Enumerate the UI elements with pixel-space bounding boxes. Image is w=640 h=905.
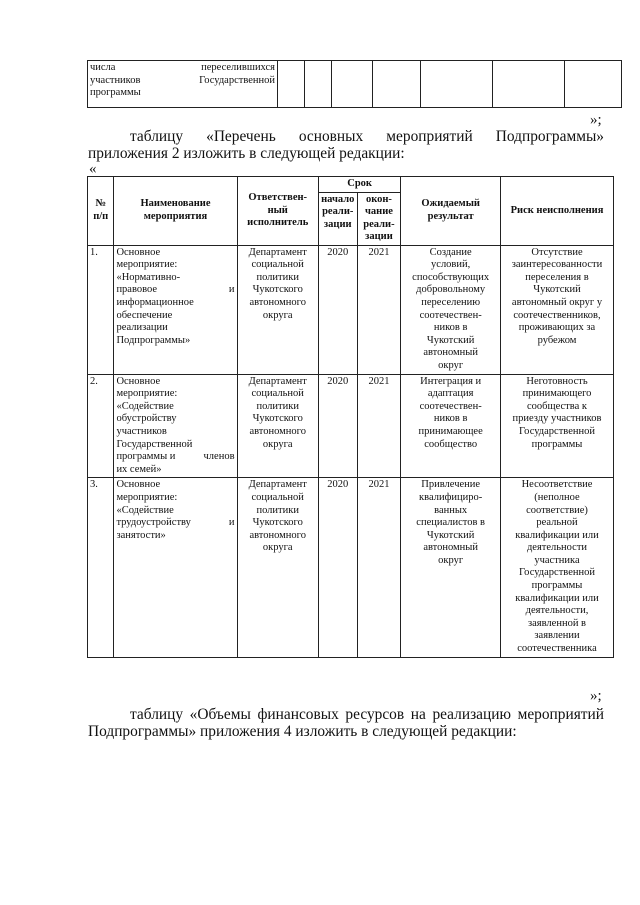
- header-name: Наименование мероприятия: [114, 177, 237, 246]
- word: мероприятий: [386, 128, 473, 145]
- table-row: [88, 245, 614, 374]
- word: «Объемы: [189, 706, 251, 723]
- empty-cell: [278, 61, 305, 108]
- closing-quote: »;: [590, 688, 602, 704]
- table-row: [88, 61, 622, 108]
- paragraph-2-line-2: Подпрограммы» приложения 4 изложить в следующей редакции:: [88, 723, 517, 740]
- previous-table-fragment: [87, 60, 622, 108]
- header-num: № п/п: [88, 177, 114, 246]
- word: таблицу: [130, 706, 184, 723]
- word: ресурсов: [345, 706, 405, 723]
- empty-cell: [305, 61, 332, 108]
- row-risk: Несоответствие (неполное соответствие) реальной квалификации или деятельности участника Государственной программы квалификации или деятельности, заявленной в заявлении соотечественника: [501, 478, 614, 657]
- header-term: Срок: [318, 177, 400, 193]
- fragment-word: участников: [90, 74, 141, 86]
- row-result: Интеграция и адаптация соотечествен- ников в принимающее сообщество: [401, 374, 501, 478]
- empty-cell: [421, 61, 493, 108]
- fragment-word: Государственной: [199, 74, 275, 86]
- word: таблицу: [130, 128, 184, 145]
- header-risk: Риск неисполнения: [501, 177, 614, 246]
- row-end: 2021: [357, 245, 401, 374]
- table-cell-text: [88, 61, 278, 108]
- opening-quote: «: [89, 161, 97, 177]
- row-num: 2.: [88, 374, 114, 478]
- row-end: 2021: [357, 478, 401, 657]
- table-row: [88, 374, 614, 478]
- row-start: 2020: [318, 374, 357, 478]
- row-name: Основное мероприятие: «Нормативно- правовое и информационное обеспечение реализации Подпрограммы»: [114, 245, 237, 374]
- row-risk: Отсутствие заинтересованности переселения в Чукотский автономный округ у соотечественников, проживающих за рубежом: [501, 245, 614, 374]
- word: «Перечень: [206, 128, 276, 145]
- row-result: Привлечение квалифициро- ванных специалистов в Чукотский автономный округ: [401, 478, 501, 657]
- header-start: начало реали- зации: [318, 193, 357, 246]
- word: основных: [298, 128, 364, 145]
- empty-cell: [493, 61, 565, 108]
- fragment-word: переселившихся: [201, 62, 275, 73]
- table-row: [88, 478, 614, 657]
- closing-quote: »;: [590, 112, 602, 128]
- row-executor: Департамент социальной политики Чукотского автономного округа: [237, 478, 318, 657]
- row-result: Создание условий, способствующих добровольному переселению соотечествен- ников в Чукотский автономный округ: [401, 245, 501, 374]
- empty-cell: [332, 61, 373, 108]
- header-executor: Ответствен- ный исполнитель: [237, 177, 318, 246]
- table-header-row: [88, 177, 614, 193]
- paragraph-2-line-1: [130, 706, 604, 723]
- empty-cell: [565, 61, 622, 108]
- row-executor: Департамент социальной политики Чукотского автономного округа: [237, 245, 318, 374]
- word: реализацию: [432, 706, 511, 723]
- fragment-word: программы: [90, 87, 141, 99]
- row-name: Основное мероприятие: «Содействие трудоустройству и занятости»: [114, 478, 237, 657]
- row-start: 2020: [318, 245, 357, 374]
- paragraph-1-line-2: приложения 2 изложить в следующей редакции:: [88, 145, 405, 162]
- word: финансовых: [257, 706, 339, 723]
- row-num: 1.: [88, 245, 114, 374]
- measures-table: [87, 176, 614, 658]
- header-end: окон- чание реали- зации: [357, 193, 401, 246]
- row-name: Основное мероприятие: «Содействие обустройству участников Государственной программы и членов их семей»: [114, 374, 237, 478]
- header-result: Ожидаемый результат: [401, 177, 501, 246]
- row-start: 2020: [318, 478, 357, 657]
- row-executor: Департамент социальной политики Чукотского автономного округа: [237, 374, 318, 478]
- empty-cell: [373, 61, 421, 108]
- paragraph-1-line-1: [130, 128, 604, 145]
- fragment-word: числа: [90, 62, 116, 73]
- word: Подпрограммы»: [495, 128, 604, 145]
- row-num: 3.: [88, 478, 114, 657]
- row-end: 2021: [357, 374, 401, 478]
- word: на: [410, 706, 426, 723]
- row-risk: Неготовность принимающего сообщества к приезду участников Государственной программы: [501, 374, 614, 478]
- word: мероприятий: [517, 706, 604, 723]
